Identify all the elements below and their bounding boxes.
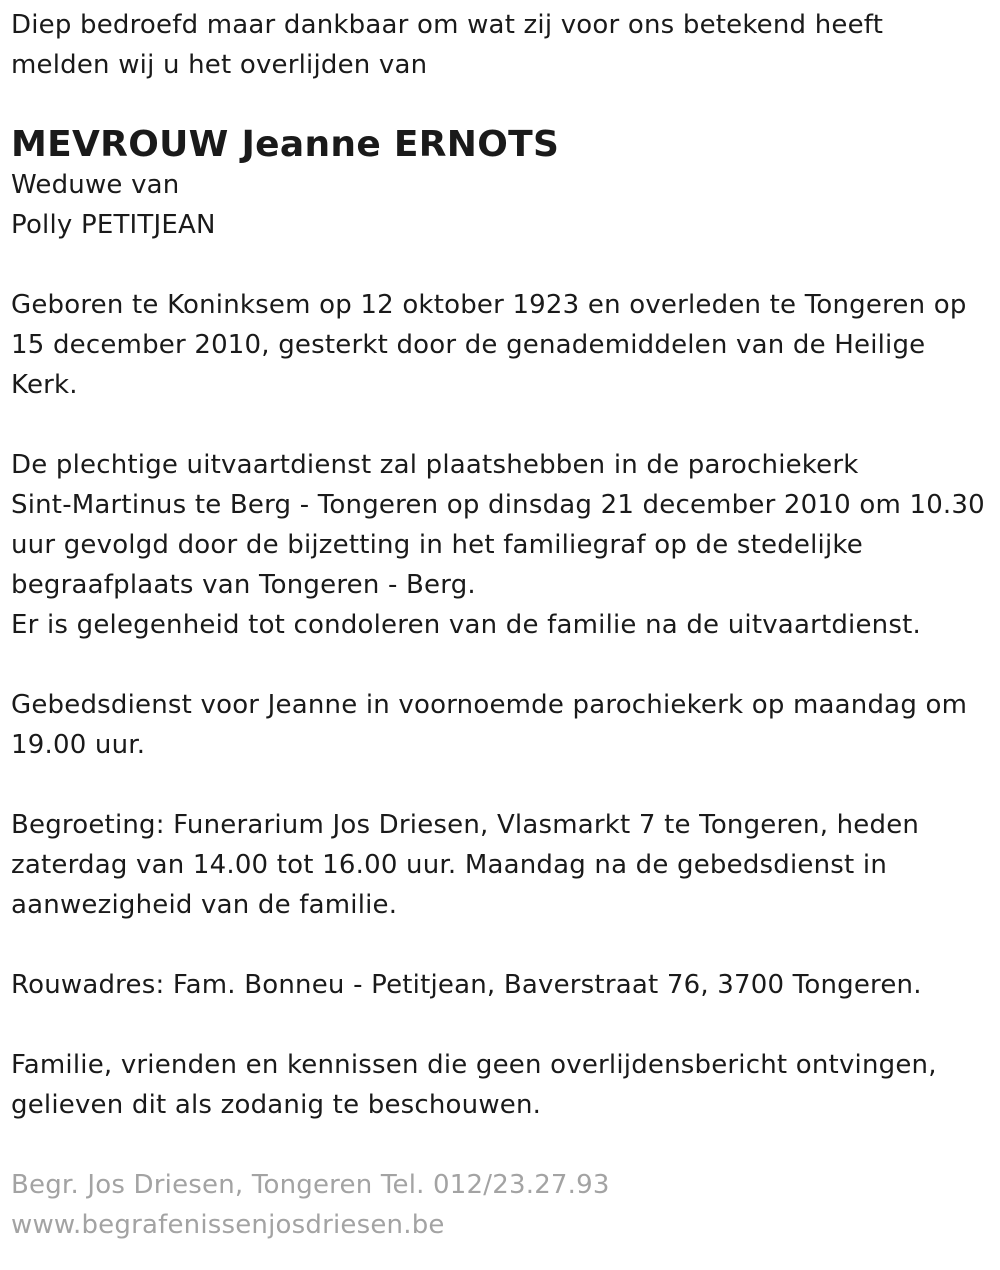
birth-death-line: Kerk. [11,370,78,400]
prayer-line: Gebedsdienst voor Jeanne in voornoemde parochiekerk op maandag om [11,690,968,720]
spouse-line: Polly PETITJEAN [11,210,216,240]
greeting-paragraph [11,805,1000,925]
prayer-line: 19.00 uur. [11,730,146,760]
birth-death-line: 15 december 2010, gesterkt door de genademiddelen van de Heilige [11,330,926,360]
funeral-line: De plechtige uitvaartdienst zal plaatshebben in de parochiekerk [11,450,859,480]
greeting-line: aanwezigheid van de familie. [11,890,398,920]
footer-website: www.begrafenissenjosdriesen.be [11,1210,445,1240]
notice-line: gelieven dit als zodanig te beschouwen. [11,1090,542,1120]
birth-death-paragraph [11,285,1000,405]
spouse-block [11,165,1000,245]
greeting-line: Begroeting: Funerarium Jos Driesen, Vlasmarkt 7 te Tongeren, heden [11,810,920,840]
deceased-name: MEVROUW Jeanne ERNOTS [11,124,560,165]
funeral-line: Sint-Martinus te Berg - Tongeren op dinsdag 21 december 2010 om 10.30 [11,490,985,520]
greeting-line: zaterdag van 14.00 tot 16.00 uur. Maandag na de gebedsdienst in [11,850,887,880]
spouse-line: Weduwe van [11,170,180,200]
funeral-line: Er is gelegenheid tot condoleren van de familie na de uitvaartdienst. [11,610,921,640]
footer-contact: Begr. Jos Driesen, Tongeren Tel. 012/23.27.93 [11,1170,610,1200]
prayer-paragraph [11,685,1000,765]
funeral-line: begraafplaats van Tongeren - Berg. [11,570,476,600]
intro-line: melden wij u het overlijden van [11,50,428,80]
intro-paragraph [11,5,1000,85]
notice-line: Familie, vrienden en kennissen die geen overlijdensbericht ontvingen, [11,1050,937,1080]
birth-death-line: Geboren te Koninksem op 12 oktober 1923 en overleden te Tongeren op [11,290,967,320]
funeral-paragraph [11,445,1000,645]
mourning-address: Rouwadres: Fam. Bonneu - Petitjean, Baverstraat 76, 3700 Tongeren. [11,970,922,1000]
funeral-home-footer [11,1165,1000,1245]
funeral-line: uur gevolgd door de bijzetting in het familiegraf op de stedelijke [11,530,863,560]
notice-paragraph [11,1045,1000,1125]
intro-line: Diep bedroefd maar dankbaar om wat zij voor ons betekend heeft [11,10,884,40]
mourning-address-paragraph [11,965,1000,1005]
